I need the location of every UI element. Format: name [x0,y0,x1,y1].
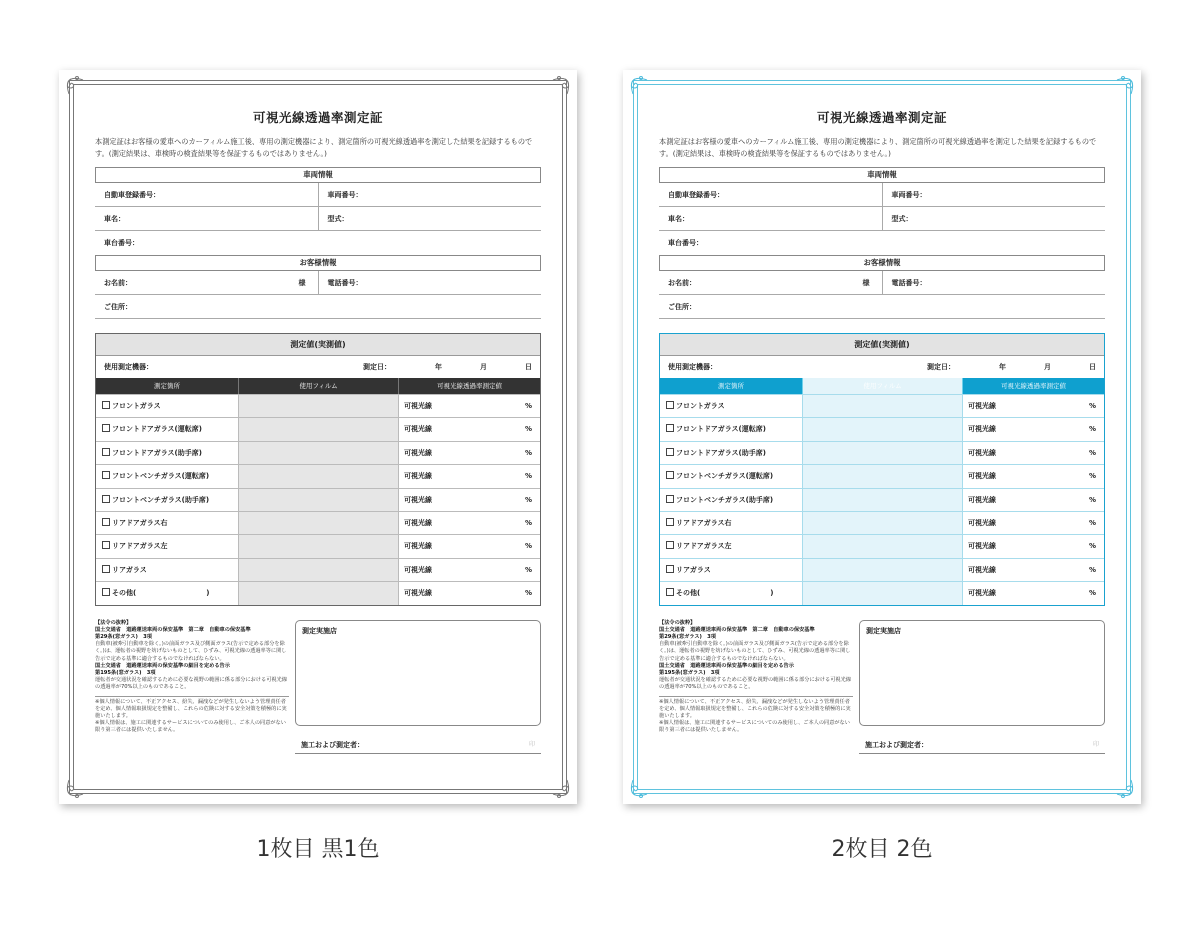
intro-text: 本測定証はお客様の愛車へのカーフィルム施工後、専用の測定機器により、測定箇所の可視光線透過率を測定した結果を記録するものです。(測定結果は、車検時の検査結果等を保証するものではありません。) [95,137,533,158]
location-label: フロントベンチガラス(助手席) [112,495,210,504]
legal-1-sub: 第29条(窓ガラス) 3項 [95,633,152,640]
location-label: リアガラス [676,565,711,574]
location-label: フロントベンチガラス(助手席) [676,495,774,504]
certificate-title: 可視光線透過率測定証 [816,110,947,125]
table-row-other [660,581,1104,604]
legal-2-title: 国土交通省 道路運送車両の保安基準の細目を定める告示 [95,662,230,669]
location-label: フロントドアガラス(助手席) [112,448,202,457]
signer-label: 施工および測定者： [301,740,364,749]
vehicle-number-field[interactable]: 車両番号： [318,183,542,206]
checkbox[interactable] [666,424,674,432]
film-cell[interactable] [238,442,398,464]
intro-text: 本測定証はお客様の愛車へのカーフィルム施工後、専用の測定機器により、測定箇所の可視光線透過率を測定した結果を記録するものです。(測定結果は、車検時の検査結果等を保証するものではありません。) [659,137,1097,158]
film-cell[interactable] [238,512,398,534]
seal-mark: 印 [1092,740,1099,748]
measurement-table [659,333,1105,606]
value-cell[interactable] [962,465,1104,487]
checkbox[interactable] [666,518,674,526]
checkbox[interactable] [102,588,110,596]
table-row [96,394,540,417]
vehicle-section-header: 車両情報 [659,167,1105,183]
table-row-other [96,581,540,604]
value-cell[interactable] [398,395,540,417]
ornament-corner-icon [627,776,651,800]
signer-field[interactable] [859,736,1105,754]
checkbox[interactable] [102,541,110,549]
legal-excerpt [659,620,853,754]
caption-left: 1枚目 黒1色 [256,837,380,862]
measurement-title: 測定値(実測値) [660,334,1104,356]
month-label: 月 [1044,363,1051,371]
value-cell[interactable] [398,512,540,534]
value-cell[interactable] [398,418,540,440]
percent-label: % [524,495,532,504]
location-label: フロントドアガラス(運転席) [676,425,766,434]
checkbox[interactable] [102,495,110,503]
measurement-header-row [96,378,540,394]
value-label: 可視光線 [404,542,432,551]
table-row [660,534,1104,557]
customer-section-header: お客様情報 [95,255,541,271]
table-row [96,464,540,487]
value-cell[interactable] [398,465,540,487]
location-label: リアドアガラス右 [112,518,168,527]
car-name-field[interactable]: 車名： [104,215,125,223]
privacy-note-2: ※個人情報は、施工に関連するサービスについてのみ使用し、ご本人の同意がない限り第三者には提供いたしません。 [659,720,850,734]
chassis-field[interactable]: 車台番号： [668,239,703,247]
reg-number-field[interactable]: 自動車登録番号： [104,191,160,199]
checkbox[interactable] [666,541,674,549]
location-label: フロントガラス [112,402,161,410]
value-cell[interactable] [962,489,1104,511]
table-row [96,534,540,557]
shop-box[interactable]: 測定実施店 [859,620,1105,726]
other-label: その他( [676,589,701,598]
film-cell[interactable] [238,418,398,440]
table-row [660,394,1104,417]
table-row [660,417,1104,440]
film-cell[interactable] [802,582,962,604]
legal-excerpt [95,620,289,754]
location-label: リアガラス [112,565,147,574]
shop-box[interactable]: 測定実施店 [295,620,541,726]
other-label: その他( [112,589,137,598]
location-label: フロントドアガラス(助手席) [676,448,766,457]
value-label: 可視光線 [968,589,996,598]
value-cell[interactable] [962,442,1104,464]
value-cell[interactable] [398,582,540,604]
date-field[interactable] [921,356,1096,378]
film-cell[interactable] [802,465,962,487]
value-label: 可視光線 [968,472,996,481]
film-cell[interactable] [802,442,962,464]
device-field[interactable]: 使用測定機器： [104,363,153,371]
percent-label: % [1088,495,1096,504]
certificate-sheet-blue [623,70,1141,804]
legal-2-text: 運転者が交通状況を確認するために必要な視野の範囲に係る部分における可視光線の透過率が70%以上のものであること。 [95,677,287,691]
location-label: フロントベンチガラス(運転席) [676,472,774,481]
percent-label: % [1088,518,1096,527]
month-label: 月 [480,363,487,371]
ornament-corner-icon [549,74,573,98]
model-field[interactable]: 型式： [318,207,542,230]
film-cell[interactable] [802,489,962,511]
film-cell[interactable] [238,559,398,581]
customer-section-header: お客様情報 [659,255,1105,271]
col-location-header: 測定箇所 [154,382,180,390]
value-label: 可視光線 [968,448,996,457]
film-cell[interactable] [238,535,398,557]
percent-label: % [1088,542,1096,551]
percent-label: % [1088,472,1096,481]
value-label: 可視光線 [968,565,996,574]
value-label: 可視光線 [404,448,432,457]
car-name-field[interactable]: 車名： [668,215,689,223]
checkbox[interactable] [666,495,674,503]
percent-label: % [524,472,532,481]
other-close: ) [770,589,774,598]
year-label: 年 [999,363,1006,371]
date-label: 測定日： [363,363,391,371]
col-location-header: 測定箇所 [718,382,744,390]
film-cell[interactable] [802,418,962,440]
checkbox[interactable] [666,448,674,456]
table-row [660,488,1104,511]
privacy-note-2: ※個人情報は、施工に関連するサービスについてのみ使用し、ご本人の同意がない限り第三者には提供いたしません。 [95,720,286,734]
value-cell[interactable] [962,559,1104,581]
value-label: 可視光線 [968,542,996,551]
legal-2-title: 国土交通省 道路運送車両の保安基準の細目を定める告示 [659,662,794,669]
ornament-corner-icon [549,776,573,800]
caption-right: 2枚目 2色 [831,837,933,862]
sama-label: 様 [298,279,306,287]
percent-label: % [524,565,532,574]
name-field[interactable] [95,271,318,294]
checkbox[interactable] [102,448,110,456]
legal-1-title: 国土交通省 道路運送車両の保安基準 第二章 自動車の保安基準 [659,626,815,633]
address-field[interactable]: ご住所： [668,303,696,311]
signer-label: 施工および測定者： [865,740,928,749]
film-cell[interactable] [238,489,398,511]
value-cell[interactable] [962,512,1104,534]
value-label: 可視光線 [968,518,996,527]
film-cell[interactable] [802,535,962,557]
value-cell[interactable] [962,418,1104,440]
value-label: 可視光線 [968,425,996,434]
checkbox[interactable] [102,565,110,573]
table-row [660,441,1104,464]
reg-number-field[interactable]: 自動車登録番号： [668,191,724,199]
film-cell[interactable] [238,395,398,417]
percent-label: % [524,589,532,598]
address-field[interactable]: ご住所： [104,303,132,311]
film-cell[interactable] [238,582,398,604]
film-cell[interactable] [802,395,962,417]
checkbox[interactable] [666,588,674,596]
percent-label: % [1088,425,1096,434]
percent-label: % [524,425,532,434]
percent-label: % [1088,589,1096,598]
certificate-title: 可視光線透過率測定証 [252,110,383,125]
value-label: 可視光線 [968,495,996,504]
value-cell[interactable] [962,395,1104,417]
table-row [96,441,540,464]
seal-mark: 印 [528,740,535,748]
name-label: お名前： [668,279,696,287]
film-cell[interactable] [802,512,962,534]
other-close: ) [206,589,210,598]
value-label: 可視光線 [404,565,432,574]
ornament-corner-icon [63,776,87,800]
privacy-note-1: ※個人情報について、不正アクセス、紛失、漏洩などが発生しないよう管理責任者を定め、個人情報取扱規定を整備し、これらの危険に対する安全対策を積極的に実施いたします。 [95,698,287,719]
table-row [96,558,540,581]
table-row [96,511,540,534]
measurement-header-row [660,378,1104,394]
sama-label: 様 [862,279,870,287]
percent-label: % [1088,565,1096,574]
legal-head: 【法令の抜粋】 [95,619,132,626]
value-label: 可視光線 [968,402,996,410]
percent-label: % [524,542,532,551]
legal-1-sub: 第29条(窓ガラス) 3項 [659,633,716,640]
measurement-table [95,333,541,606]
location-label: フロントドアガラス(運転席) [112,425,202,434]
legal-2-text: 運転者が交通状況を確認するために必要な視野の範囲に係る部分における可視光線の透過率が70%以上のものであること。 [659,677,851,691]
location-label: リアドアガラス左 [676,542,732,551]
legal-2-sub: 第195条(窓ガラス) 3項 [95,669,156,676]
vehicle-section-header: 車両情報 [95,167,541,183]
location-label: リアドアガラス右 [676,518,732,527]
value-cell[interactable] [398,559,540,581]
col-value-header: 可視光線透過率測定値 [398,378,540,394]
legal-1-title: 国土交通省 道路運送車両の保安基準 第二章 自動車の保安基準 [95,626,251,633]
ornament-corner-icon [1113,74,1137,98]
name-label: お名前： [104,279,132,287]
percent-label: % [1088,448,1096,457]
value-cell[interactable] [962,582,1104,604]
name-field[interactable] [659,271,882,294]
checkbox[interactable] [102,471,110,479]
date-label: 測定日： [927,363,955,371]
model-field[interactable]: 型式： [882,207,1106,230]
device-field[interactable]: 使用測定機器： [668,363,717,371]
col-film-header: 使用フィルム [802,378,962,394]
phone-field[interactable]: 電話番号： [882,271,1106,294]
percent-label: % [524,448,532,457]
checkbox[interactable] [102,518,110,526]
value-cell[interactable] [398,442,540,464]
year-label: 年 [435,363,442,371]
value-label: 可視光線 [404,589,432,598]
ornament-corner-icon [1113,776,1137,800]
table-row [660,511,1104,534]
legal-1-text: 自動車(被牽引自動車を除く。)の前面ガラス及び側面ガラス(告示で定める部分を除く。)は、運転者の視野を妨げないものとして、ひずみ、可視光線の透過率等に関し告示で定める基準に適合するものでなければならない。 [659,641,851,662]
value-label: 可視光線 [404,425,432,434]
ornament-corner-icon [63,74,87,98]
checkbox[interactable] [666,401,674,409]
value-cell[interactable] [962,535,1104,557]
ornament-corner-icon [627,74,651,98]
col-film-header: 使用フィルム [238,378,398,394]
value-label: 可視光線 [404,495,432,504]
value-cell[interactable] [398,489,540,511]
chassis-field[interactable]: 車台番号： [104,239,139,247]
table-row [96,488,540,511]
film-cell[interactable] [802,559,962,581]
checkbox[interactable] [666,471,674,479]
location-label: フロントベンチガラス(運転席) [112,472,210,481]
phone-field[interactable]: 電話番号： [318,271,542,294]
table-row [660,558,1104,581]
value-label: 可視光線 [404,472,432,481]
day-label: 日 [1089,363,1096,371]
privacy-note-1: ※個人情報について、不正アクセス、紛失、漏洩などが発生しないよう管理責任者を定め、個人情報取扱規定を整備し、これらの危険に対する安全対策を積極的に実施いたします。 [659,698,851,719]
checkbox[interactable] [102,401,110,409]
measurement-title: 測定値(実測値) [96,334,540,356]
percent-label: % [524,402,532,410]
checkbox[interactable] [666,565,674,573]
col-value-header: 可視光線透過率測定値 [962,378,1104,394]
vehicle-number-field[interactable]: 車両番号： [882,183,1106,206]
checkbox[interactable] [102,424,110,432]
percent-label: % [524,518,532,527]
table-row [660,464,1104,487]
table-row [96,417,540,440]
location-label: リアドアガラス左 [112,542,168,551]
day-label: 日 [525,363,532,371]
certificate-sheet-black [59,70,577,804]
date-field[interactable] [357,356,532,378]
legal-2-sub: 第195条(窓ガラス) 3項 [659,669,720,676]
signer-field[interactable] [295,736,541,754]
value-label: 可視光線 [404,518,432,527]
film-cell[interactable] [238,465,398,487]
value-label: 可視光線 [404,402,432,410]
legal-head: 【法令の抜粋】 [659,619,696,626]
value-cell[interactable] [398,535,540,557]
location-label: フロントガラス [676,402,725,410]
legal-1-text: 自動車(被牽引自動車を除く。)の前面ガラス及び側面ガラス(告示で定める部分を除く。)は、運転者の視野を妨げないものとして、ひずみ、可視光線の透過率等に関し告示で定める基準に適合するものでなければならない。 [95,641,287,662]
percent-label: % [1088,402,1096,410]
